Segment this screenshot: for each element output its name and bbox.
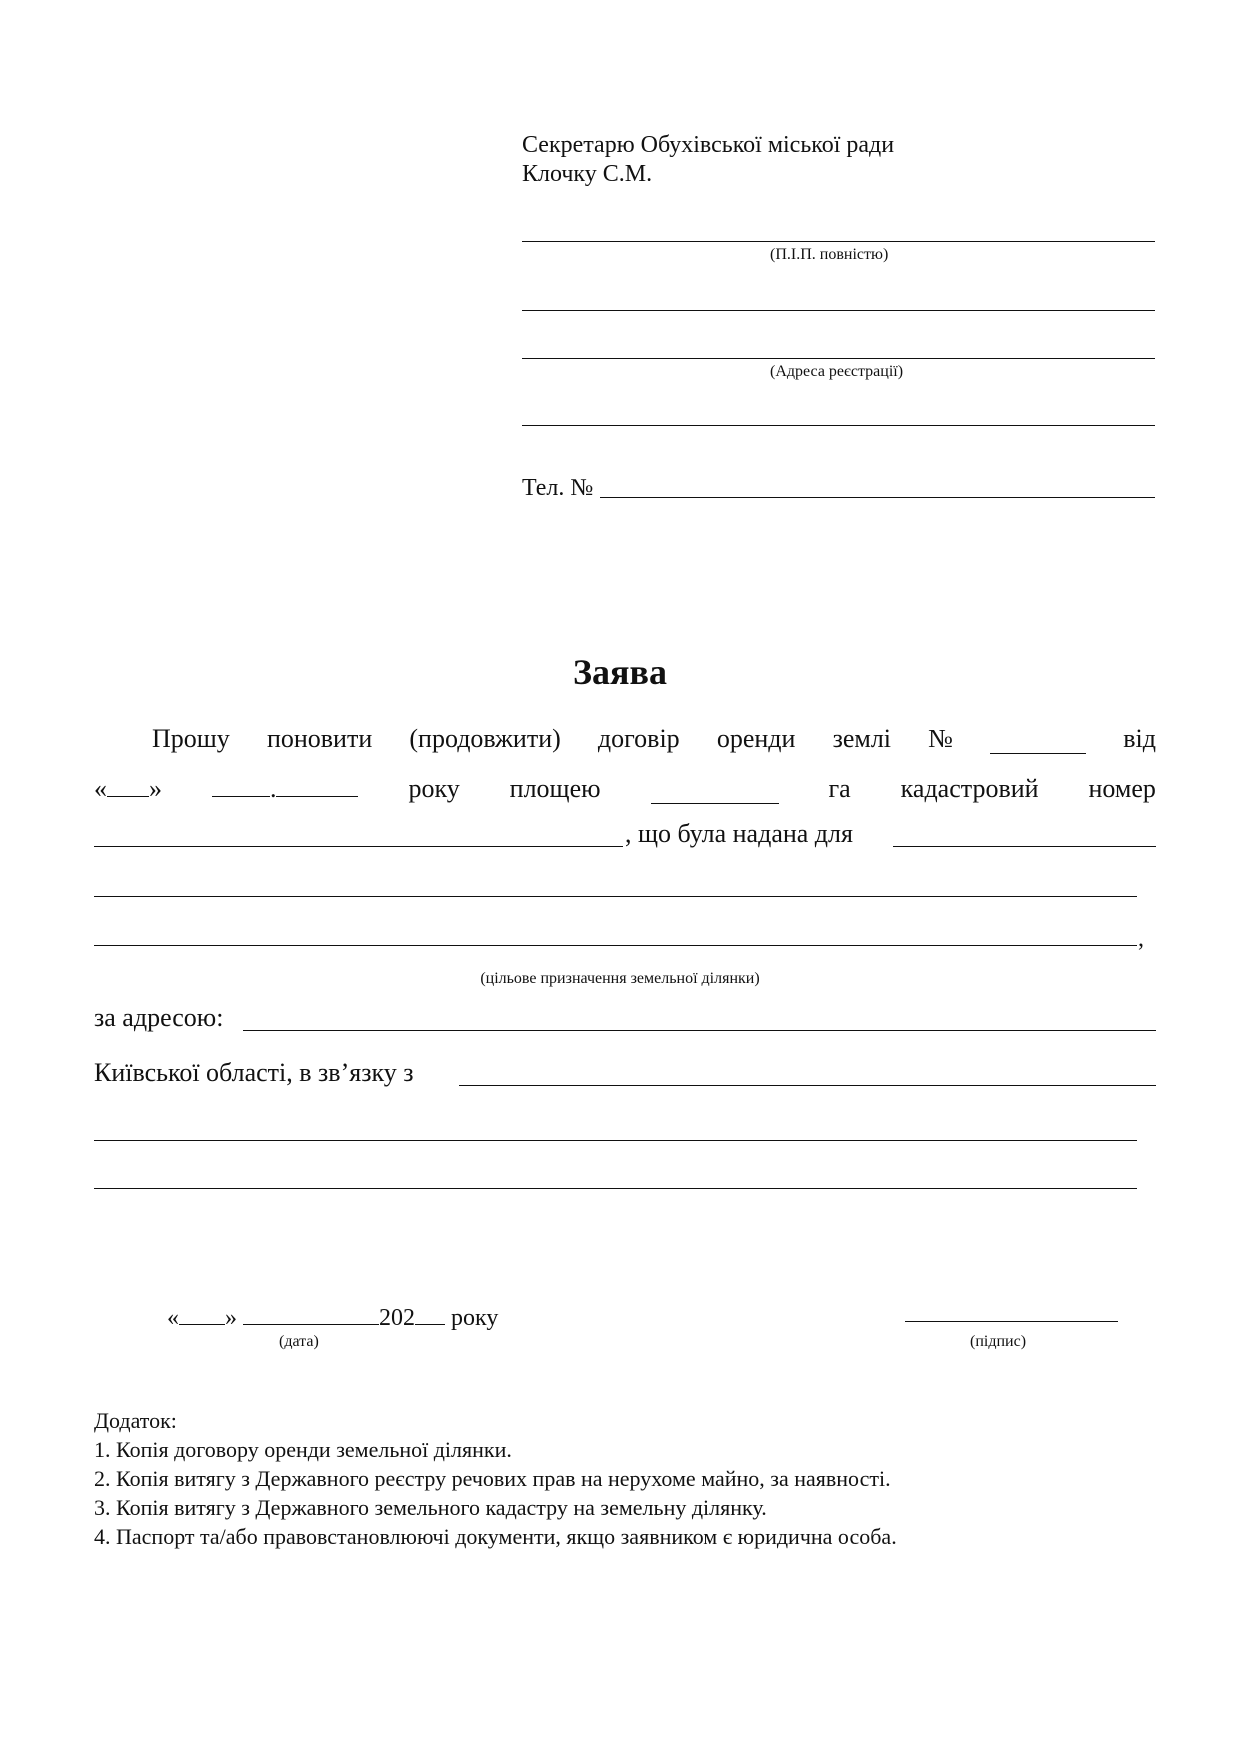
body-word: га	[828, 774, 851, 803]
signature-field[interactable]	[905, 1321, 1118, 1322]
land-address-field[interactable]	[243, 1030, 1156, 1031]
quote-close: »	[225, 1305, 237, 1331]
addressee-line-1: Секретарю Обухівської міської ради	[522, 132, 895, 158]
quote-open: «	[94, 774, 107, 803]
body-word: номер	[1088, 774, 1156, 803]
purpose-comma: ,	[1138, 926, 1144, 952]
number-sign: №	[928, 724, 953, 753]
applicant-name-caption: (П.І.П. повністю)	[770, 246, 889, 263]
region-text: Київської області, в зв’язку з	[94, 1058, 414, 1087]
sign-day-field[interactable]	[179, 1302, 225, 1325]
applicant-name-field[interactable]	[522, 241, 1155, 242]
reason-field-3[interactable]	[94, 1188, 1137, 1189]
year-suffix: року	[451, 1305, 499, 1331]
applicant-address-field-2[interactable]	[522, 425, 1155, 426]
quote-open: «	[167, 1305, 179, 1331]
purpose-caption: (цільове призначення земельної ділянки)	[480, 970, 760, 987]
attachment-item: 2. Копія витягу з Державного реєстру речових прав на нерухоме майно, за наявності.	[94, 1466, 891, 1491]
phone-field[interactable]	[600, 497, 1155, 498]
attachment-item: 1. Копія договору оренди земельної ділянки.	[94, 1437, 512, 1462]
reason-field[interactable]	[459, 1085, 1156, 1086]
contract-number-field[interactable]	[990, 731, 1086, 754]
document-title: Заява	[573, 652, 667, 692]
signature-caption: (підпис)	[970, 1333, 1027, 1350]
body-word: договір	[597, 724, 680, 753]
body-word: оренди	[716, 724, 796, 753]
contract-day-field[interactable]	[107, 774, 149, 797]
sign-year-field[interactable]	[415, 1302, 445, 1325]
body-line-1	[152, 724, 1156, 754]
body-word: поновити	[266, 724, 373, 753]
date-caption: (дата)	[279, 1333, 319, 1350]
contract-year-field[interactable]	[276, 774, 358, 797]
attachment-item: 3. Копія витягу з Державного земельного кадастру на земельну ділянку.	[94, 1495, 767, 1520]
body-word: землі	[832, 724, 892, 753]
phone-label: Тел. №	[522, 475, 594, 501]
sign-month-field[interactable]	[243, 1302, 379, 1325]
body-word: (продовжити)	[409, 724, 561, 753]
address-label: за адресою:	[94, 1003, 224, 1032]
body-word: площею	[509, 774, 601, 803]
body-word: Прошу	[152, 724, 230, 753]
applicant-address-caption: (Адреса реєстрації)	[770, 363, 904, 380]
purpose-field-3[interactable]	[94, 945, 1137, 946]
contract-day-group	[94, 774, 162, 804]
body-word: від	[1123, 724, 1156, 753]
purpose-field[interactable]	[893, 846, 1156, 847]
purpose-field-2[interactable]	[94, 896, 1137, 897]
attachments-heading: Додаток:	[94, 1408, 177, 1433]
date-dot: .	[269, 774, 277, 803]
applicant-name-field-2[interactable]	[522, 310, 1155, 311]
applicant-address-field[interactable]	[522, 358, 1155, 359]
attachments-block	[94, 1406, 897, 1551]
body-line-2	[94, 774, 1156, 804]
reason-field-2[interactable]	[94, 1140, 1137, 1141]
date-row	[167, 1302, 498, 1332]
contract-month-field[interactable]	[212, 774, 270, 797]
area-field[interactable]	[651, 781, 779, 804]
year-prefix: 202	[379, 1305, 415, 1331]
contract-date-group	[212, 774, 359, 804]
granted-for-text: , що була надана для	[625, 819, 853, 848]
quote-close: »	[149, 774, 162, 803]
attachment-item: 4. Паспорт та/або правовстановлюючі документи, якщо заявником є юридична особа.	[94, 1524, 897, 1549]
cadastral-number-field[interactable]	[94, 846, 623, 847]
body-word: кадастровий	[900, 774, 1039, 803]
addressee-line-2: Клочку С.М.	[522, 161, 653, 187]
body-word: року	[408, 774, 460, 803]
